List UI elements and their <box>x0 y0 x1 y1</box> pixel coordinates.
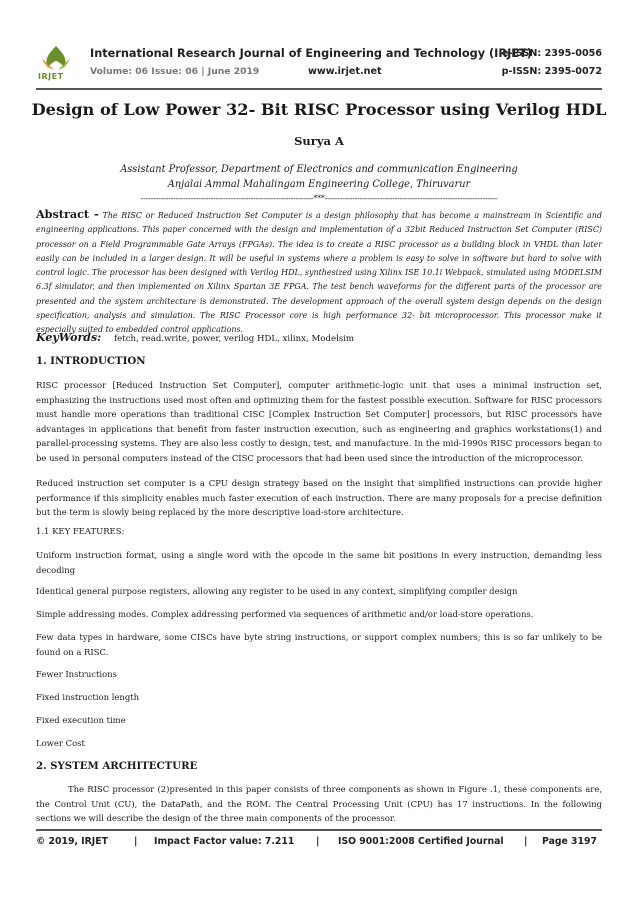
feature-item: Fixed instruction length <box>36 692 140 702</box>
p-issn: p-ISSN: 2395-0072 <box>501 66 602 77</box>
journal-name: International Research Journal of Engineering and Technology (IRJET) <box>90 47 532 60</box>
footer-iso: ISO 9001:2008 Certified Journal <box>338 836 504 847</box>
footer-impact-factor: Impact Factor value: 7.211 <box>154 836 295 847</box>
section-divider: ---------------------------------------------------------------------***--------------------------------------------------------------------- <box>140 194 498 203</box>
footer-separator: | <box>316 836 320 847</box>
intro-paragraph-2: Reduced instruction set computer is a CPU design strategy based on the insight that simplified instructions can provide higher performance if this simplicity enables much faster execution of each instruction. There are many proposals for a precise definition but the term is slowly being replaced by the more descriptive load-store architecture. <box>36 478 602 518</box>
feature-item: Uniform instruction format, using a single word with the opcode in the same bit positions in every instruction, demanding less decoding <box>36 550 602 575</box>
footer-separator: | <box>134 836 138 847</box>
architecture-heading: 2. SYSTEM ARCHITECTURE <box>36 760 198 772</box>
keywords-text: fetch, read.write, power, verilog HDL, xilinx, Modelsim <box>113 334 355 344</box>
abstract <box>36 207 602 337</box>
architecture-paragraph: The RISC processor (2)presented in this paper consists of three components as shown in Figure .1, these components are, the Control Unit (CU), the DataPath, and the ROM. The Central Processing Unit (CPU) has 17 instructions. In the following sections we will describe the design of the three main components of the processor. <box>36 784 602 824</box>
keywords <box>36 331 602 344</box>
feature-item: Lower Cost <box>36 738 85 748</box>
footer-rule <box>36 829 602 831</box>
intro-heading: 1. INTRODUCTION <box>36 355 146 367</box>
abstract-text: The RISC or Reduced Instruction Set Computer is a design philosophy that has become a mainstream in Scientific and engineering applications. This paper concerned with the design and implementation of a 32bit Reduced Instruction Set Computer (RISC) processor on a Field Programmable Gate Arrays (FPGAs). The idea is to create a RISC processor as a building block in VHDL than later easily can be included in a larger design. It will be useful in systems where a problem is easy to solve in software but hard to solve with control logic. The processor has been designed with Verilog HDL, synthesized using Xilinx ISE 10.1i Webpack, simulated using MODELSIM 6.3f simulator, and then implemented on Xilinx Spartan 3E FPGA. The test bench waveforms for the different parts of the processor are presented and the system architecture is demonstrated. The development approach of the overall system design depends on the design specification, analysis and simulation. The RISC Processor core is high performance 32- bit microprocessor. This processor make it especially suited to embedded control applications. <box>36 211 602 334</box>
keywords-label: KeyWords: <box>36 331 102 344</box>
feature-item: Simple addressing modes. Complex addressing performed via sequences of arithmetic and/or load-store operations. <box>36 609 534 619</box>
paper-title: Design of Low Power 32- Bit RISC Processor using Verilog HDL <box>31 100 607 119</box>
affiliation-line-1: Assistant Professor, Department of Electronics and communication Engineering <box>120 164 518 175</box>
journal-website-link[interactable]: www.irjet.net <box>308 66 382 77</box>
logo-text: IRJET <box>38 72 64 81</box>
author-name: Surya A <box>294 134 344 148</box>
affiliation-line-2: Anjalai Ammal Mahalingam Engineering College, Thiruvarur <box>167 179 471 190</box>
page-footer <box>36 836 602 852</box>
feature-item: Identical general purpose registers, allowing any register to be used in any context, simplifying compiler design <box>36 586 518 596</box>
volume-issue: Volume: 06 Issue: 06 | June 2019 <box>90 66 260 77</box>
key-features-heading: 1.1 KEY FEATURES: <box>36 526 125 536</box>
footer-separator: | <box>524 836 528 847</box>
footer-copyright: © 2019, IRJET <box>36 836 108 847</box>
journal-header <box>36 44 602 84</box>
feature-item: Few data types in hardware, some CISCs have byte string instructions, or support complex numbers; this is so far unlikely to be found on a RISC. <box>36 632 602 657</box>
e-issn: e-ISSN: 2395-0056 <box>501 48 602 59</box>
abstract-label: Abstract - <box>36 207 99 221</box>
footer-page-number: Page 3197 <box>542 836 597 847</box>
feature-item: Fewer Instructions <box>36 669 117 679</box>
intro-paragraph-1: RISC processor [Reduced Instruction Set Computer], computer arithmetic-logic unit that uses a minimal instruction set, emphasizing the instructions used most often and optimizing them for the fastest possible execution. Software for RISC processors must handle more operations than traditional CISC [Complex Instruction Set Computer] processors, but RISC processors have advantages in applications that benefit from faster instruction execution, such as engineering and graphics workstations(1) and parallel-processing systems. They are also less costly to design, test, and manufacture. In the mid-1990s RISC processors began to be used in personal computers instead of the CISC processors that had been used since the introduction of the microprocessor. <box>36 380 602 463</box>
header-rule <box>36 88 602 90</box>
feature-item: Fixed execution time <box>36 715 126 725</box>
